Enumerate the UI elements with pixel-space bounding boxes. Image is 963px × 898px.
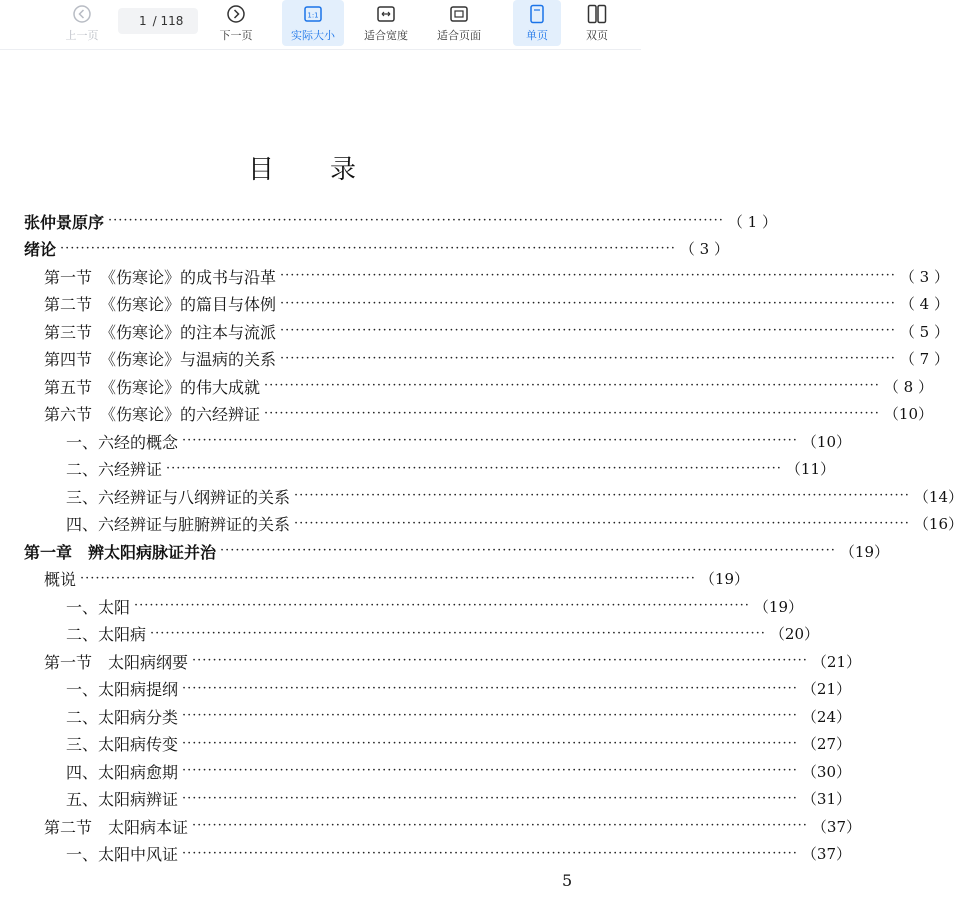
toc-entry-page: （ 5 ） (899, 322, 949, 341)
toc-entry[interactable] (66, 622, 819, 646)
toc-entry[interactable] (44, 374, 933, 398)
toc-entry-page: （ 8 ） (883, 377, 933, 396)
toc-leader-dots: ························································································································ (108, 213, 724, 228)
next-page-button[interactable] (210, 0, 262, 46)
toc-title: 目录 (248, 155, 413, 185)
toc-leader-dots: ························································································································ (182, 680, 798, 696)
toc-entry[interactable] (66, 594, 803, 618)
toc-entry-label: 一、太阳中风证 (66, 845, 179, 864)
toc-entry-page: （14） (913, 487, 963, 506)
toc-entry-label: 一、太阳 (66, 597, 131, 617)
single-page-button[interactable] (513, 0, 561, 46)
toc-entry-page: （19） (699, 570, 749, 588)
toc-leader-dots: ························································································································ (182, 763, 798, 778)
toc-entry-page: （30） (801, 762, 851, 781)
toc-entry-page: （37） (811, 817, 861, 836)
toc-entry-label: 一、太阳病提纲 (66, 680, 179, 699)
toc-leader-dots: ························································································································ (80, 570, 696, 586)
toc-entry[interactable] (44, 649, 861, 673)
toc-entry-page: （21） (811, 652, 861, 671)
chevron-left-circle-icon (71, 3, 93, 25)
toc-entry-label: 五、太阳病辨证 (66, 790, 179, 809)
toc-entry-page: （19） (839, 542, 889, 561)
single-page-label: 单页 (526, 29, 548, 42)
toc-entry[interactable] (24, 539, 889, 563)
viewer-toolbar (0, 0, 641, 50)
next-page-label: 下一页 (219, 29, 253, 42)
toc-entry[interactable] (44, 402, 933, 426)
toc-entry-label: 概说 (44, 570, 77, 589)
toc-leader-dots: ························································································································ (182, 708, 798, 723)
toc-entry-page: （ 4 ） (899, 295, 949, 313)
toc-leader-dots: ························································································································ (192, 653, 808, 668)
toc-entry-page: （ 3 ） (899, 267, 949, 286)
toc-entry-label: 张仲景原序 (24, 212, 105, 232)
toc-entry[interactable] (66, 512, 963, 536)
toc-entry[interactable] (66, 732, 851, 756)
toc-entry-page: （24） (801, 707, 851, 726)
toc-entry[interactable] (66, 842, 851, 866)
toc-entry-page: （ 7 ） (899, 350, 949, 368)
toc-entry-page: （21） (801, 680, 851, 698)
double-page-icon (586, 3, 608, 25)
prev-page-button[interactable] (56, 0, 108, 46)
toc-entry-label: 第一章 辨太阳病脉证并治 (24, 542, 217, 562)
prev-page-label: 上一页 (65, 29, 99, 42)
toc-entry[interactable] (66, 677, 851, 701)
double-page-label: 双页 (586, 29, 608, 42)
toc-entry-page: （19） (753, 597, 803, 616)
toc-leader-dots: ························································································································ (182, 735, 798, 751)
toc-entry-label: 第三节 《伤寒论》的注本与流派 (44, 322, 277, 342)
toc-entry-label: 二、太阳病 (66, 625, 147, 644)
toc-entry-label: 第六节 《伤寒论》的六经辨证 (44, 405, 261, 424)
toc-entry-label: 第五节 《伤寒论》的伟大成就 (44, 377, 261, 397)
actual-size-label: 实际大小 (291, 29, 335, 42)
toc-leader-dots: ························································································································ (182, 433, 798, 448)
toc-entry[interactable] (66, 704, 851, 728)
fit-width-label: 适合宽度 (364, 29, 408, 42)
toc-leader-dots: ························································································································ (280, 268, 896, 283)
toc-entry-page: （27） (801, 735, 851, 753)
toc-leader-dots: ························································································································ (264, 405, 880, 421)
toc-entry[interactable] (44, 292, 949, 316)
single-page-icon (526, 3, 548, 25)
toc-leader-dots: ························································································································ (166, 460, 782, 476)
toc-entry-label: 三、太阳病传变 (66, 735, 179, 754)
toc-entry-label: 第二节 《伤寒论》的篇目与体例 (44, 295, 277, 314)
toc-entry-label: 第二节 太阳病本证 (44, 817, 189, 837)
toc-entry[interactable] (44, 319, 949, 343)
toc-leader-dots: ························································································································ (60, 240, 676, 256)
fit-width-button[interactable] (356, 0, 416, 46)
toc-leader-dots: ························································································································ (264, 378, 880, 393)
toc-entry[interactable] (44, 814, 861, 838)
svg-text:1:1: 1:1 (307, 11, 319, 20)
toc-entry-label: 四、六经辨证与脏腑辨证的关系 (66, 515, 291, 534)
toc-entry[interactable] (66, 787, 851, 811)
fit-page-button[interactable] (428, 0, 490, 46)
toc-leader-dots: ························································································································ (294, 488, 910, 503)
toc-entry-page: （37） (801, 845, 851, 863)
toc-entry-page: （31） (801, 790, 851, 808)
toc-entry-label: 一、六经的概念 (66, 432, 179, 452)
toc-entry-page: （20） (769, 625, 819, 643)
toc-entry[interactable] (24, 209, 777, 233)
toc-leader-dots: ························································································································ (182, 845, 798, 861)
toc-entry-label: 第一节 太阳病纲要 (44, 652, 189, 672)
toc-leader-dots: ························································································································ (134, 598, 750, 613)
toc-leader-dots: ························································································································ (280, 323, 896, 338)
toc-leader-dots: ························································································································ (220, 543, 836, 558)
fit-page-label: 适合页面 (437, 29, 481, 42)
document-page (0, 51, 963, 898)
toc-entry[interactable] (66, 759, 851, 783)
toc-entry-label: 三、六经辨证与八纲辨证的关系 (66, 487, 291, 507)
double-page-button[interactable] (573, 0, 621, 46)
actual-size-icon (302, 3, 324, 25)
fit-page-icon (448, 3, 470, 25)
toc-entry-label: 二、太阳病分类 (66, 707, 179, 727)
toc-entry-label: 第四节 《伤寒论》与温病的关系 (44, 350, 277, 369)
toc-entry[interactable] (66, 484, 963, 508)
actual-size-button[interactable] (282, 0, 344, 46)
toc-entry[interactable] (66, 457, 835, 481)
toc-entry[interactable] (66, 429, 851, 453)
toc-leader-dots: ························································································································ (294, 515, 910, 531)
toc-entry-label: 四、太阳病愈期 (66, 762, 179, 782)
current-page-input[interactable]: 1 (138, 14, 147, 28)
page-indicator[interactable] (118, 8, 198, 34)
toc-entry[interactable] (44, 264, 949, 288)
toc-entry-page: （ 1 ） (727, 212, 777, 231)
chevron-right-circle-icon (225, 3, 247, 25)
toc-entry-page: （16） (913, 515, 963, 533)
toc-leader-dots: ························································································································ (150, 625, 766, 641)
total-pages: / 118 (152, 14, 184, 28)
toc-entry-page: （11） (785, 460, 835, 478)
toc-entry-page: （ 3 ） (679, 240, 729, 258)
toc-leader-dots: ························································································································ (280, 295, 896, 311)
toc-entry-page: （10） (801, 432, 851, 451)
toc-entry-page: （10） (883, 405, 933, 423)
toc-entry[interactable] (24, 237, 729, 261)
fit-width-icon (375, 3, 397, 25)
toc-leader-dots: ························································································································ (182, 790, 798, 806)
toc-entry[interactable] (44, 347, 949, 371)
toc-entry-label: 二、六经辨证 (66, 460, 163, 479)
page-number: 5 (562, 871, 573, 890)
toc-leader-dots: ························································································································ (280, 350, 896, 366)
toc-entry-label: 第一节 《伤寒论》的成书与沿革 (44, 267, 277, 287)
toc-entry-label: 绪论 (24, 240, 57, 259)
toc-entry[interactable] (44, 567, 749, 591)
toc-leader-dots: ························································································································ (192, 818, 808, 833)
